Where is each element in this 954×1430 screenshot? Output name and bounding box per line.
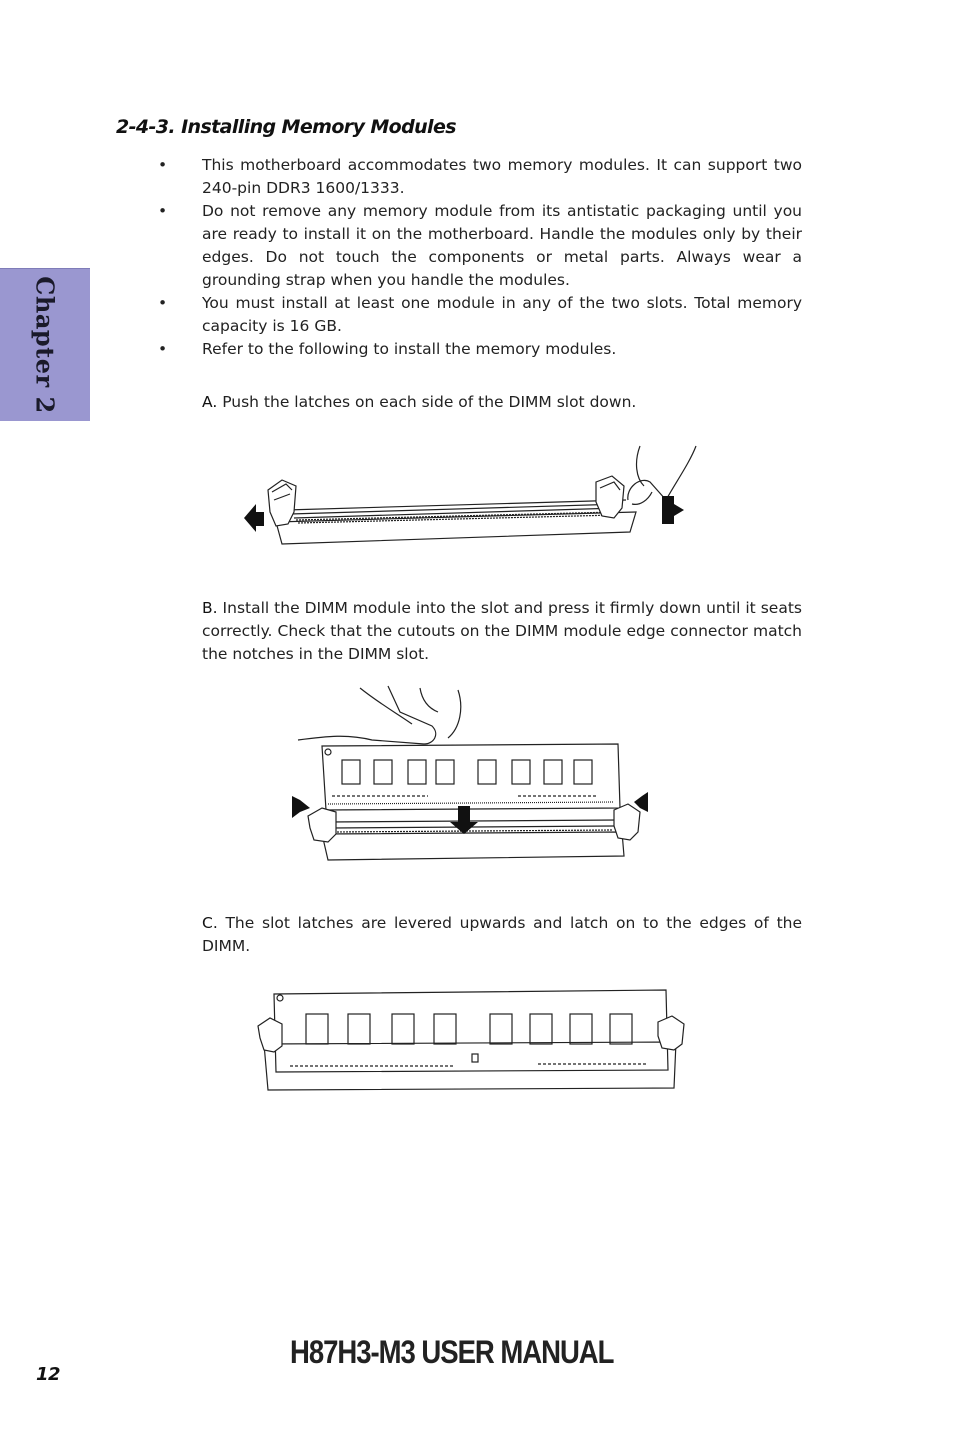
bullet-dot: • — [158, 156, 168, 174]
list-item — [150, 338, 802, 361]
dimm-module — [274, 990, 668, 1072]
step-letter: B. — [202, 599, 218, 617]
down-arrow-icon — [450, 806, 478, 834]
right-arrow-icon — [662, 496, 684, 524]
chapter-label: Chapter 2 — [30, 276, 60, 414]
page-number: 12 — [36, 1364, 61, 1385]
step-text: The slot latches are levered upwards and latch on to the edges of the DIMM. — [202, 914, 803, 955]
list-item — [150, 292, 802, 338]
figure-insert-dimm — [288, 684, 654, 866]
dimm-slot-base — [322, 832, 624, 860]
right-latch — [614, 804, 640, 840]
bullet-text: Refer to the following to install the memory modules. — [202, 340, 617, 358]
bullet-text: This motherboard accommodates two memory modules. It can support two 240-pin DDR3 1600/1333. — [202, 156, 802, 197]
step-letter: A. — [202, 393, 218, 411]
left-arrow-icon — [244, 504, 264, 532]
bullet-dot: • — [158, 340, 168, 358]
step-text: Install the DIMM module into the slot and press it firmly down until it seats correctly. Check that the cutouts on the DIMM module edge connector match the notches in the DIMM slot. — [202, 599, 802, 663]
bullet-dot: • — [158, 294, 168, 312]
step-c — [202, 912, 802, 958]
bullet-text: Do not remove any memory module from its antistatic packaging until you are ready to install it on the motherboard. Handle the modules only by their edges. Do not touch the components or metal parts. Always wear a grounding strap when you handle the modules. — [202, 202, 802, 289]
left-latch — [308, 808, 336, 842]
hand — [298, 686, 461, 744]
manual-title: H87H3-M3 USER MANUAL — [290, 1334, 614, 1370]
bullet-text: You must install at least one module in any of the two slots. Total memory capacity is 16 GB. — [202, 294, 802, 335]
dimm-module — [322, 744, 620, 810]
bullet-dot: • — [158, 202, 168, 220]
step-b — [202, 597, 802, 666]
figure-push-latches — [236, 442, 706, 552]
list-item — [150, 154, 802, 200]
list-item — [150, 200, 802, 292]
step-a — [202, 391, 802, 414]
step-text: Push the latches on each side of the DIMM slot down. — [222, 393, 637, 411]
figure-latched-dimm — [254, 984, 686, 1096]
right-arrow-icon — [292, 796, 310, 818]
right-latch — [596, 476, 624, 518]
chapter-tab — [0, 268, 90, 421]
step-letter: C. — [202, 914, 218, 932]
section-title: 2-4-3. Installing Memory Modules — [116, 116, 456, 138]
bullet-list — [150, 154, 802, 361]
right-latch — [658, 1016, 684, 1050]
left-latch — [258, 1018, 282, 1052]
